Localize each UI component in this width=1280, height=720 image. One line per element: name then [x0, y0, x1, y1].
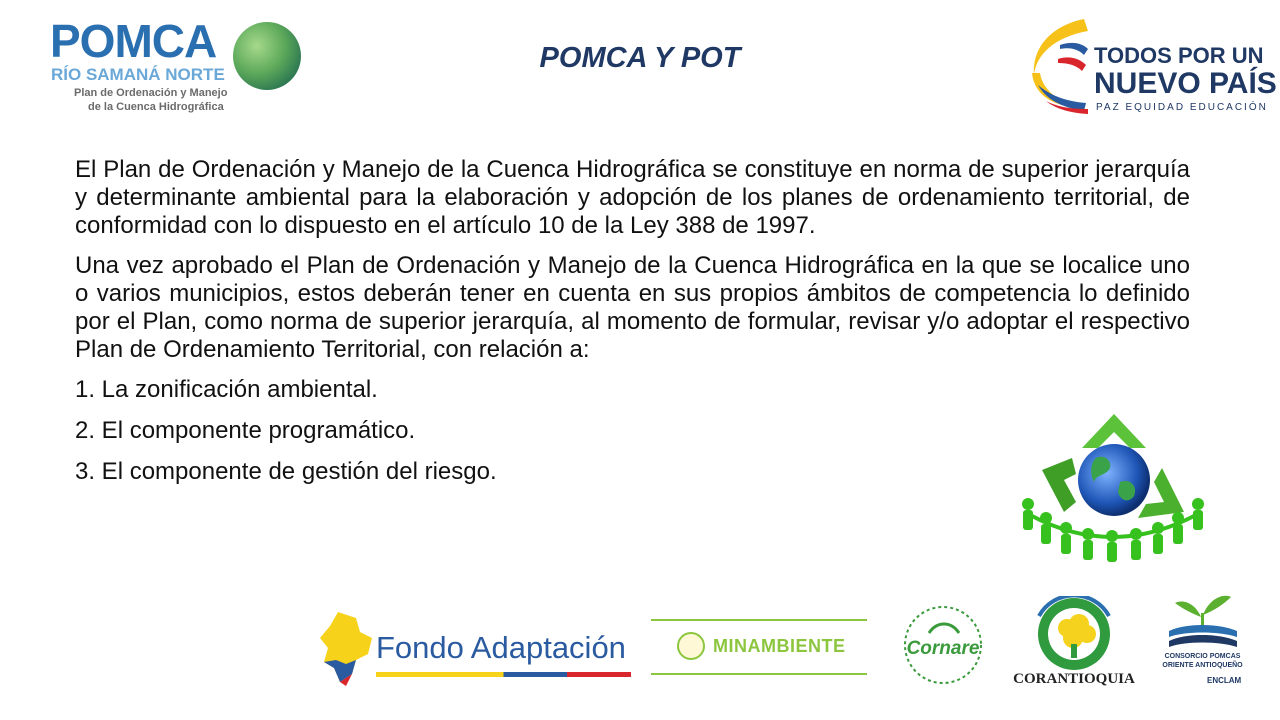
fondo-adaptacion-text: Fondo Adaptación: [376, 630, 626, 665]
paragraph-2: Una vez aprobado el Plan de Ordenación y Manejo de la Cuenca Hidrográfica en la que se localice uno o varios municipios, estos deberán tener en cuenta en sus propios ámbitos de competencia lo definido por el Plan, como norma de superior jerarquía, al momento de formular, revisar y/o adoptar el respectivo Plan de Ordenamiento Territorial, con relación a:: [75, 252, 1190, 363]
minambiente-logo: [651, 619, 867, 675]
pomca-logo-river: RÍO SAMANÁ NORTE: [51, 65, 225, 84]
corantioquia-emblem-icon: [1003, 596, 1145, 672]
pomca-logo-line2: de la Cuenca Hidrográfica: [88, 101, 224, 113]
watershed-globe-icon: [233, 22, 301, 90]
consorcio-line2: ORIENTE ANTIOQUEÑO: [1162, 662, 1243, 669]
list-item: 2. El componente programático.: [75, 417, 416, 444]
consorcio-line1: CONSORCIO POMCAS: [1164, 653, 1241, 660]
consorcio-logo: [1162, 585, 1243, 697]
coat-of-arms-icon: [677, 632, 705, 660]
slide-title: POMCA Y POT: [539, 42, 741, 74]
cornare-text: Cornare: [906, 638, 980, 659]
enclam-text: ENCLAM: [1207, 676, 1242, 685]
cornare-logo: [901, 603, 985, 687]
government-logo-line3: PAZ EQUIDAD EDUCACIÓN: [1096, 102, 1268, 113]
government-logo-line1: TODOS POR UN: [1094, 43, 1264, 68]
minambiente-text: MINAMBIENTE: [713, 636, 846, 656]
flag-swoosh-icon: [1024, 15, 1092, 115]
paragraph-1: El Plan de Ordenación y Manejo de la Cuenca Hidrográfica se constituye en norma de superior jerarquía y determinante ambiental para la elaboración y adopción de los planes de ordenamiento territorial, de conformidad con lo dispuesto en el artículo 10 de la Ley 388 de 1997.: [75, 156, 1190, 239]
corantioquia-text: CORANTIOQUIA: [1013, 671, 1135, 687]
colombia-map-icon: [316, 608, 376, 688]
pomca-logo-line1: Plan de Ordenación y Manejo: [74, 87, 228, 99]
sprout-water-icon: [1165, 585, 1240, 653]
government-logo: [1020, 15, 1277, 120]
fondo-adaptacion-logo: [316, 608, 636, 688]
pomca-logo: [50, 15, 310, 113]
government-logo-line2: NUEVO PAÍS: [1094, 67, 1277, 100]
recycle-globe-people-icon: [1012, 408, 1217, 570]
list-item: 3. El componente de gestión del riesgo.: [75, 458, 497, 485]
fondo-adaptacion-bar: [376, 672, 631, 677]
corantioquia-logo: [1003, 596, 1145, 691]
list-item: 1. La zonificación ambiental.: [75, 376, 378, 403]
pomca-logo-name: POMCA: [50, 15, 217, 67]
